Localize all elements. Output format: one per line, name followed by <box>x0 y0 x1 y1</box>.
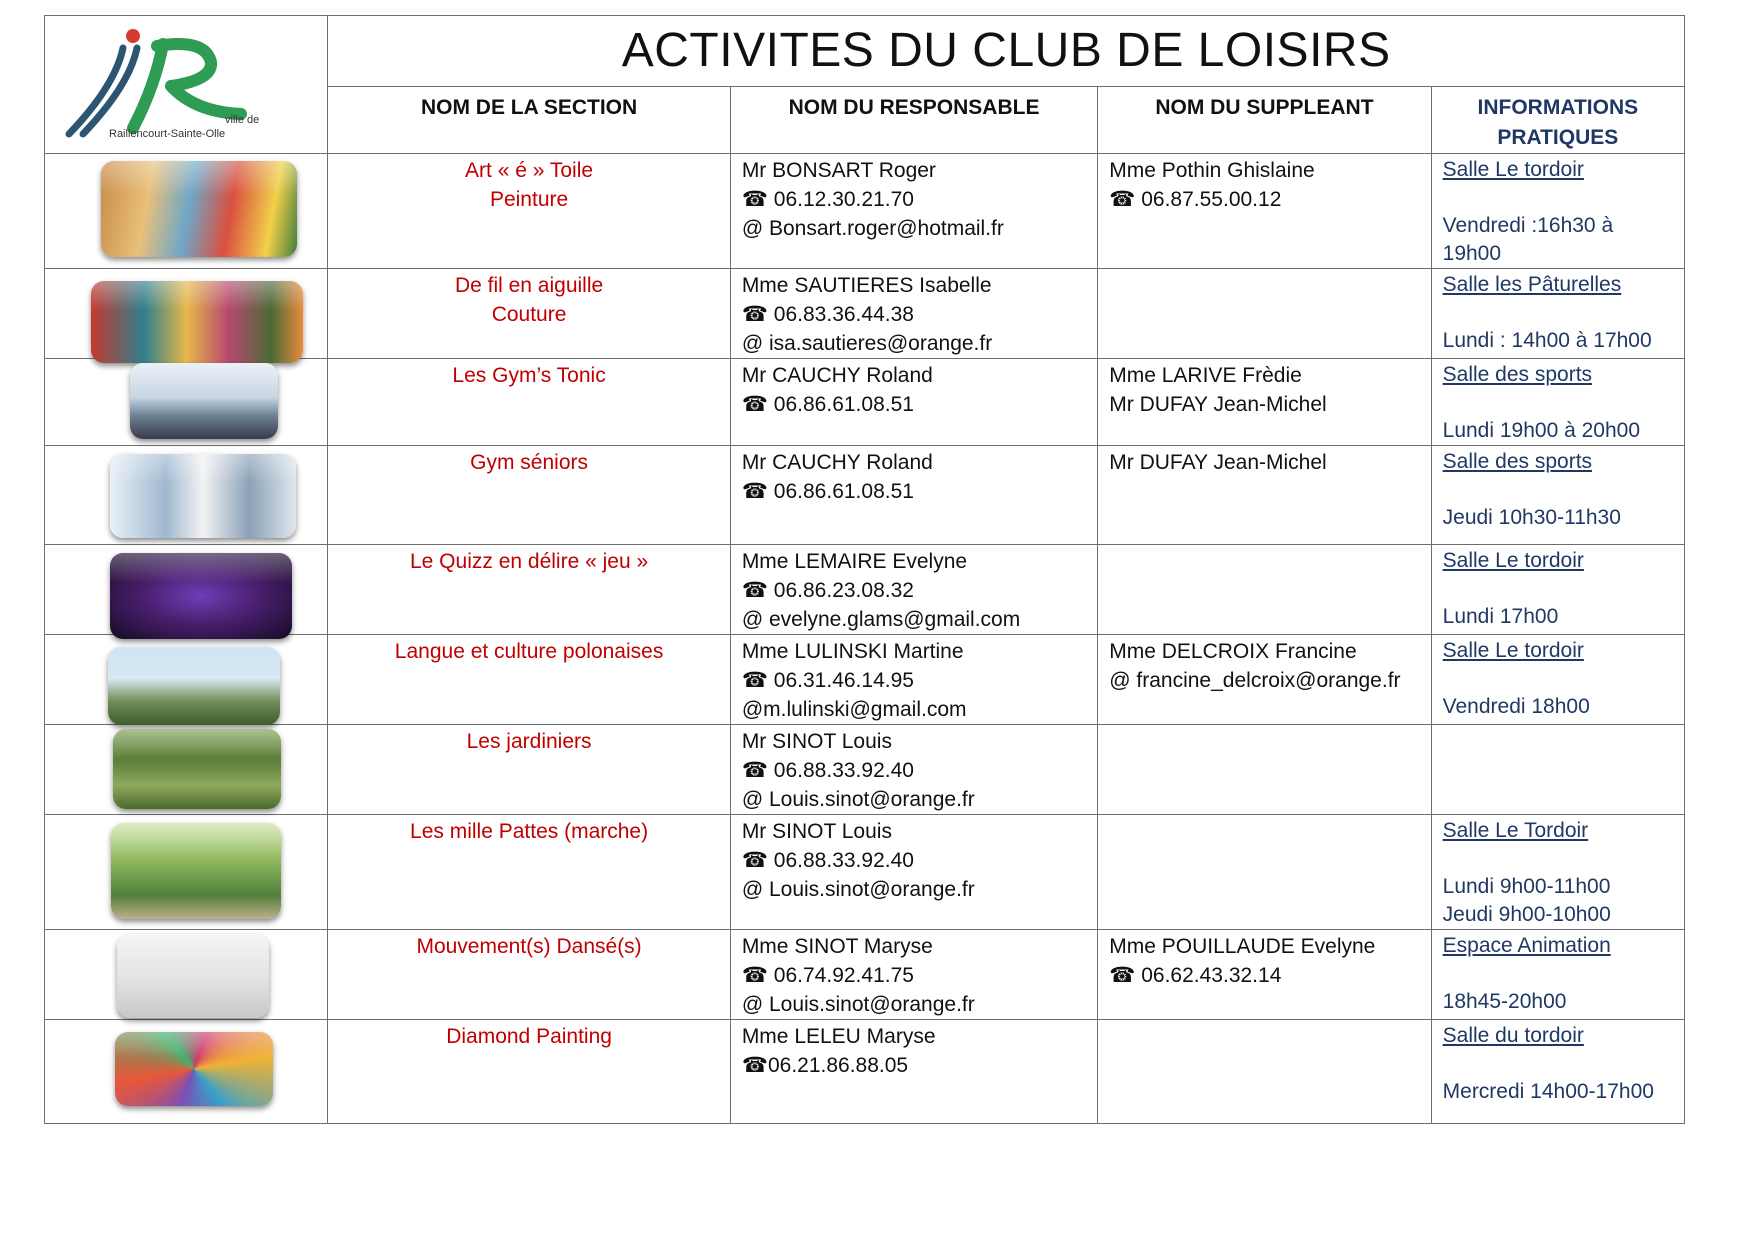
section-name-line: Les Gym’s Tonic <box>452 364 606 387</box>
table-row <box>45 446 1685 545</box>
suppleant-line: Mr DUFAY Jean-Michel <box>1109 393 1327 416</box>
responsable-name: Mr CAUCHY Roland <box>741 364 933 387</box>
dancers-icon <box>117 934 269 1018</box>
suppleant-cell <box>1098 930 1431 1020</box>
row-image-cell <box>45 154 328 269</box>
walking-group-icon <box>111 823 281 919</box>
header-info-line1: INFORMATIONS <box>1477 96 1639 119</box>
header-responsable: NOM DU RESPONSABLE <box>730 87 1097 154</box>
schedule-line: 19h00 <box>1442 242 1502 265</box>
responsable-cell <box>730 930 1097 1020</box>
section-name-line: Les jardiniers <box>466 730 592 753</box>
location-link[interactable]: Salle Le tordoir <box>1442 549 1584 572</box>
responsable-contact: @ Bonsart.roger@hotmail.fr <box>741 217 1004 240</box>
diamond-painting-icon <box>115 1032 273 1106</box>
responsable-contact: ☎ 06.86.61.08.51 <box>741 393 914 416</box>
location-link[interactable]: Salle les Pâturelles <box>1442 273 1622 296</box>
header-info-line2: PRATIQUES <box>1497 126 1619 149</box>
schedule-line: 18h45-20h00 <box>1442 990 1567 1013</box>
sewing-threads-icon <box>91 281 303 363</box>
info-cell <box>1431 154 1684 269</box>
info-cell <box>1431 725 1684 815</box>
schedule-line: Lundi 17h00 <box>1442 605 1559 628</box>
section-name-cell <box>328 930 730 1020</box>
suppleant-cell <box>1098 359 1431 446</box>
responsable-contact: ☎ 06.88.33.92.40 <box>741 849 914 872</box>
section-name-line: Diamond Painting <box>446 1025 612 1048</box>
responsable-name: Mme LEMAIRE Evelyne <box>741 550 968 573</box>
section-name-line: Couture <box>491 303 567 326</box>
spacer <box>1443 476 1684 504</box>
row-image-cell <box>45 930 328 1020</box>
info-cell <box>1431 1020 1684 1124</box>
responsable-contact: ☎ 06.31.46.14.95 <box>741 669 914 692</box>
responsable-cell <box>730 269 1097 359</box>
responsable-cell <box>730 725 1097 815</box>
suppleant-cell <box>1098 635 1431 725</box>
section-name-cell <box>328 1020 730 1124</box>
garden-icon <box>113 729 281 809</box>
section-name-line: Les mille Pattes (marche) <box>410 820 649 843</box>
responsable-cell <box>730 1020 1097 1124</box>
table-row <box>45 154 1685 269</box>
spacer <box>1443 845 1684 873</box>
section-name-line: Le Quizz en délire « jeu » <box>409 550 649 573</box>
responsable-cell <box>730 545 1097 635</box>
row-image-cell <box>45 1020 328 1124</box>
suppleant-cell <box>1098 1020 1431 1124</box>
page-title: ACTIVITES DU CLUB DE LOISIRS <box>621 24 1391 77</box>
schedule-line: Jeudi 10h30-11h30 <box>1442 506 1621 529</box>
info-cell <box>1431 815 1684 930</box>
section-name-cell <box>328 446 730 545</box>
logo-subtitle-1: ville de <box>225 114 260 126</box>
info-cell <box>1431 635 1684 725</box>
responsable-name: Mr CAUCHY Roland <box>741 451 933 474</box>
section-name-line: Art « é » Toile <box>465 159 594 182</box>
header-section: NOM DE LA SECTION <box>328 87 730 154</box>
suppleant-cell <box>1098 446 1431 545</box>
responsable-name: Mme SAUTIERES Isabelle <box>741 274 992 297</box>
location-link[interactable]: Salle Le Tordoir <box>1442 819 1589 842</box>
responsable-contact: @ Louis.sinot@orange.fr <box>741 993 975 1016</box>
spacer <box>1443 299 1684 327</box>
schedule-line: Lundi : 14h00 à 17h00 <box>1442 329 1652 352</box>
responsable-contact: ☎ 06.88.33.92.40 <box>741 759 914 782</box>
schedule-line: Mercredi 14h00-17h00 <box>1442 1080 1654 1103</box>
suppleant-line: Mr DUFAY Jean-Michel <box>1109 451 1327 474</box>
location-link[interactable]: Salle Le tordoir <box>1442 639 1584 662</box>
location-link[interactable]: Salle des sports <box>1442 363 1593 386</box>
schedule-line: Lundi 19h00 à 20h00 <box>1442 419 1640 442</box>
suppleant-line: Mme Pothin Ghislaine <box>1109 159 1315 182</box>
header-info <box>1431 87 1684 154</box>
responsable-name: Mr SINOT Louis <box>741 730 892 753</box>
responsable-cell <box>730 359 1097 446</box>
schedule-line: Vendredi :16h30 à <box>1442 214 1614 237</box>
responsable-contact: ☎ 06.74.92.41.75 <box>741 964 914 987</box>
location-link[interactable]: Salle du tordoir <box>1442 1024 1584 1047</box>
suppleant-line: Mme LARIVE Frèdie <box>1109 364 1302 387</box>
spacer <box>1443 665 1684 693</box>
section-name-line: Gym séniors <box>470 451 588 474</box>
spacer <box>1443 184 1684 212</box>
table-row <box>45 545 1685 635</box>
paint-brushes-icon <box>101 161 297 257</box>
table-row <box>45 815 1685 930</box>
section-name-cell <box>328 725 730 815</box>
info-cell <box>1431 269 1684 359</box>
responsable-name: Mr SINOT Louis <box>741 820 892 843</box>
suppleant-line: Mme DELCROIX Francine <box>1109 640 1357 663</box>
responsable-cell <box>730 446 1097 545</box>
activities-table <box>44 15 1685 1124</box>
responsable-name: Mme SINOT Maryse <box>741 935 933 958</box>
activity-rows <box>45 154 1685 1124</box>
info-cell <box>1431 359 1684 446</box>
responsable-contact: @ isa.sautieres@orange.fr <box>741 332 993 355</box>
table-row <box>45 269 1685 359</box>
section-name-cell <box>328 154 730 269</box>
section-name-cell <box>328 545 730 635</box>
suppleant-line: Mme POUILLAUDE Evelyne <box>1109 935 1376 958</box>
responsable-contact: ☎ 06.12.30.21.70 <box>741 188 914 211</box>
row-image-cell <box>45 725 328 815</box>
table-row <box>45 725 1685 815</box>
row-image-cell <box>45 446 328 545</box>
section-name-cell <box>328 635 730 725</box>
spacer <box>1443 960 1684 988</box>
spacer <box>1443 389 1684 417</box>
responsable-contact: @ evelyne.glams@gmail.com <box>741 608 1021 631</box>
spacer <box>1443 1050 1684 1078</box>
responsable-name: Mme LULINSKI Martine <box>741 640 964 663</box>
responsable-name: Mr BONSART Roger <box>741 159 936 182</box>
responsable-contact: ☎ 06.86.61.08.51 <box>741 480 914 503</box>
table-row <box>45 359 1685 446</box>
location-link[interactable]: Salle Le tordoir <box>1442 158 1584 181</box>
poland-flag-city-icon <box>108 647 280 725</box>
table-row <box>45 1020 1685 1124</box>
row-image-cell <box>45 269 328 359</box>
responsable-name: Mme LELEU Maryse <box>741 1025 936 1048</box>
section-name-line: Peinture <box>489 188 569 211</box>
row-image-cell <box>45 635 328 725</box>
responsable-contact: @ Louis.sinot@orange.fr <box>741 788 975 811</box>
section-name-cell <box>328 359 730 446</box>
location-link[interactable]: Espace Animation <box>1442 934 1611 957</box>
schedule-line: Vendredi 18h00 <box>1442 695 1590 718</box>
suppleant-cell <box>1098 545 1431 635</box>
info-cell <box>1431 930 1684 1020</box>
suppleant-cell <box>1098 154 1431 269</box>
responsable-contact: ☎ 06.83.36.44.38 <box>741 303 914 326</box>
section-name-line: Mouvement(s) Dansé(s) <box>416 935 642 958</box>
senior-gym-icon <box>110 454 296 538</box>
suppleant-cell <box>1098 725 1431 815</box>
spacer <box>1443 575 1684 603</box>
section-name-cell <box>328 269 730 359</box>
quiz-sign-icon <box>110 553 292 639</box>
gym-class-icon <box>130 363 278 439</box>
info-cell <box>1431 545 1684 635</box>
responsable-cell <box>730 815 1097 930</box>
suppleant-cell <box>1098 269 1431 359</box>
table-row <box>45 930 1685 1020</box>
section-name-cell <box>328 815 730 930</box>
info-cell <box>1431 446 1684 545</box>
responsable-contact: ☎ 06.86.23.08.32 <box>741 579 914 602</box>
responsable-contact: @ Louis.sinot@orange.fr <box>741 878 975 901</box>
section-name-line: De fil en aiguille <box>454 274 604 297</box>
responsable-cell <box>730 154 1097 269</box>
logo-subtitle-2: Raillencourt-Sainte-Olle <box>109 128 226 140</box>
section-name-line: Langue et culture polonaises <box>394 640 664 663</box>
schedule-line: Jeudi 9h00-10h00 <box>1442 903 1611 926</box>
row-image-cell <box>45 545 328 635</box>
schedule-line: Lundi 9h00-11h00 <box>1442 875 1611 898</box>
suppleant-line: ☎ 06.87.55.00.12 <box>1109 188 1282 211</box>
suppleant-line: ☎ 06.62.43.32.14 <box>1109 964 1282 987</box>
row-image-cell <box>45 815 328 930</box>
logo-cell <box>45 16 328 154</box>
title-cell <box>328 16 1685 87</box>
table-row <box>45 635 1685 725</box>
responsable-contact: @m.lulinski@gmail.com <box>741 698 967 721</box>
header-suppleant: NOM DU SUPPLEANT <box>1098 87 1431 154</box>
responsable-cell <box>730 635 1097 725</box>
row-image-cell <box>45 359 328 446</box>
location-link[interactable]: Salle des sports <box>1442 450 1593 473</box>
responsable-contact: ☎06.21.86.88.05 <box>741 1054 909 1077</box>
suppleant-cell <box>1098 815 1431 930</box>
suppleant-line: @ francine_delcroix@orange.fr <box>1109 669 1401 692</box>
